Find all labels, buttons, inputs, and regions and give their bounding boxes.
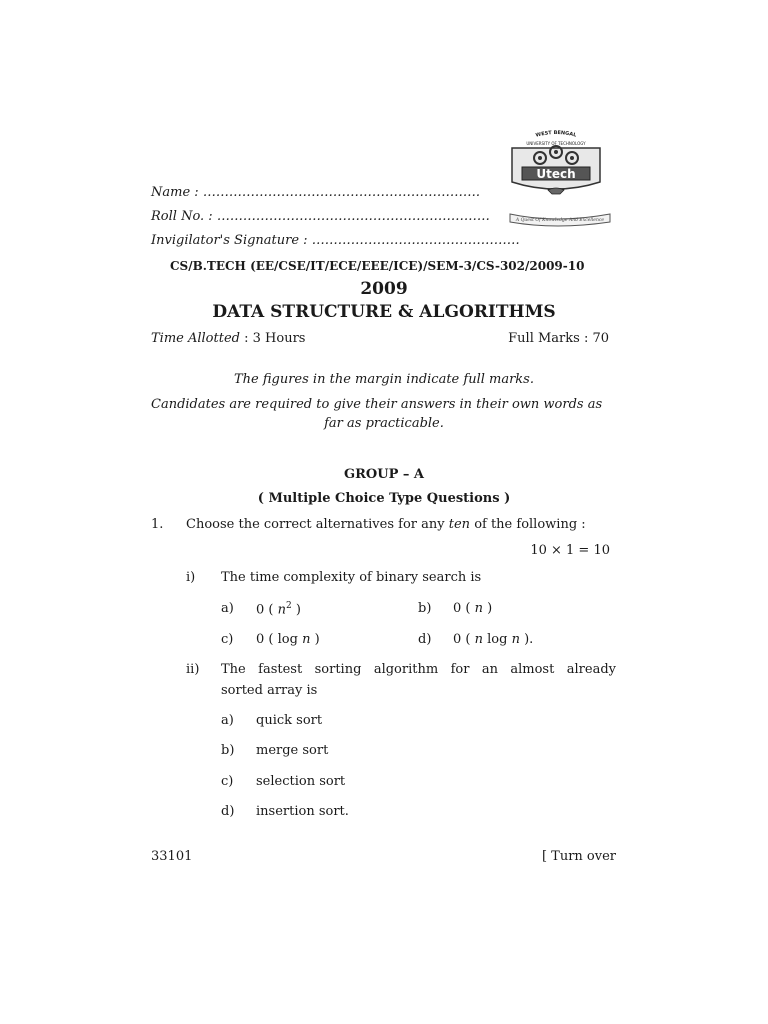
option-i-a-sup: 2 — [286, 601, 292, 611]
option-i-d-pre: 0 ( — [453, 632, 471, 647]
option-ii-d-label: d) — [221, 804, 235, 819]
roll-field — [151, 209, 490, 224]
option-i-c — [256, 632, 320, 647]
time-value: : 3 Hours — [244, 331, 306, 346]
instruction-practicable: far as practicable. — [324, 416, 444, 431]
option-i-c-post: ) — [314, 632, 320, 647]
option-ii-b: merge sort — [256, 743, 329, 758]
option-ii-a: quick sort — [256, 713, 323, 728]
logo-arc-bottom: UNIVERSITY OF TECHNOLOGY — [526, 141, 586, 146]
turn-over: [ Turn over — [541, 849, 616, 864]
subq-ii-word: fastest — [258, 662, 303, 677]
option-i-b-label: b) — [418, 601, 432, 616]
subq-ii-word: almost — [510, 662, 555, 677]
roll-line: ……………………………………………………… — [216, 209, 490, 224]
question-text-b: of the following : — [474, 517, 586, 532]
option-i-b-post: ) — [487, 601, 493, 616]
subq-ii-word: an — [481, 662, 498, 677]
group-title: GROUP – A — [344, 467, 424, 482]
option-i-a-var: n — [277, 602, 286, 618]
option-ii-d: insertion sort. — [256, 804, 349, 819]
option-i-c-var: n — [302, 632, 311, 647]
subq-ii-word: algorithm — [373, 662, 439, 677]
course-code: CS/B.TECH (EE/CSE/IT/ECE/EEE/ICE)/SEM-3/CS-302/2009-10 — [170, 259, 585, 273]
name-field — [151, 185, 480, 200]
signature-field — [151, 233, 520, 248]
option-i-d-mid: log — [487, 632, 508, 647]
option-i-d-var2: n — [511, 632, 520, 647]
option-i-a-label: a) — [221, 601, 234, 616]
time-allotted — [151, 331, 305, 346]
question-marks: 10 × 1 = 10 — [530, 543, 610, 558]
subq-ii-word: for — [450, 662, 470, 677]
subq-ii-line1 — [221, 662, 616, 677]
option-i-a-post: ) — [295, 602, 301, 618]
name-line: ………………………………………………………. — [202, 185, 480, 200]
question-number: 1. — [151, 517, 164, 532]
option-ii-c-label: c) — [221, 774, 234, 789]
time-label: Time Allotted — [151, 331, 240, 346]
option-i-d-var: n — [474, 632, 483, 647]
subq-ii-word: sorting — [314, 662, 362, 677]
exam-year: 2009 — [360, 279, 408, 299]
instruction-margin: The figures in the margin indicate full marks. — [233, 372, 534, 387]
option-i-c-label: c) — [221, 632, 234, 647]
name-label: Name : — [151, 185, 199, 200]
instruction-candidates: Candidates are required to give their answers in their own words as — [151, 397, 603, 412]
university-logo — [500, 128, 612, 230]
option-i-d-label: d) — [418, 632, 432, 647]
full-marks: Full Marks : 70 — [508, 331, 609, 346]
logo-motto: A Quest Of Knowledge And Excellence — [515, 218, 605, 223]
subq-ii-number: ii) — [186, 662, 200, 677]
subject-title: DATA STRUCTURE & ALGORITHMS — [212, 302, 556, 322]
subq-ii-word: The — [221, 662, 246, 677]
option-i-b-pre: 0 ( — [453, 601, 471, 616]
svg-text:WEST BENGAL — [535, 130, 578, 139]
subq-ii-word: already — [566, 662, 616, 677]
subq-i-number: i) — [186, 570, 196, 585]
question-text-a: Choose the correct alternatives for any — [186, 517, 445, 532]
question-text — [186, 517, 586, 532]
subq-i-text: The time complexity of binary search is — [221, 570, 482, 585]
option-i-a — [256, 601, 301, 617]
option-ii-b-label: b) — [221, 743, 235, 758]
question-text-em: ten — [448, 517, 471, 532]
option-i-a-pre: 0 ( — [256, 602, 274, 618]
logo-name: Utech — [536, 167, 576, 181]
option-i-d — [453, 632, 533, 647]
subq-ii-line2: sorted array is — [221, 683, 318, 698]
signature-label: Invigilator's Signature : — [151, 233, 308, 248]
paper-code: 33101 — [151, 849, 193, 864]
option-ii-c: selection sort — [256, 774, 346, 789]
option-ii-a-label: a) — [221, 713, 234, 728]
logo-arc-top: WEST BENGAL — [535, 129, 577, 139]
option-i-d-post: ). — [524, 632, 534, 647]
signature-line: ………………………………………… — [311, 233, 520, 248]
option-i-c-pre: 0 ( log — [256, 632, 298, 647]
option-i-b-var: n — [474, 601, 483, 616]
option-i-b — [453, 601, 492, 616]
roll-label: Roll No. : — [151, 209, 213, 224]
group-subtitle: ( Multiple Choice Type Questions ) — [257, 491, 511, 506]
